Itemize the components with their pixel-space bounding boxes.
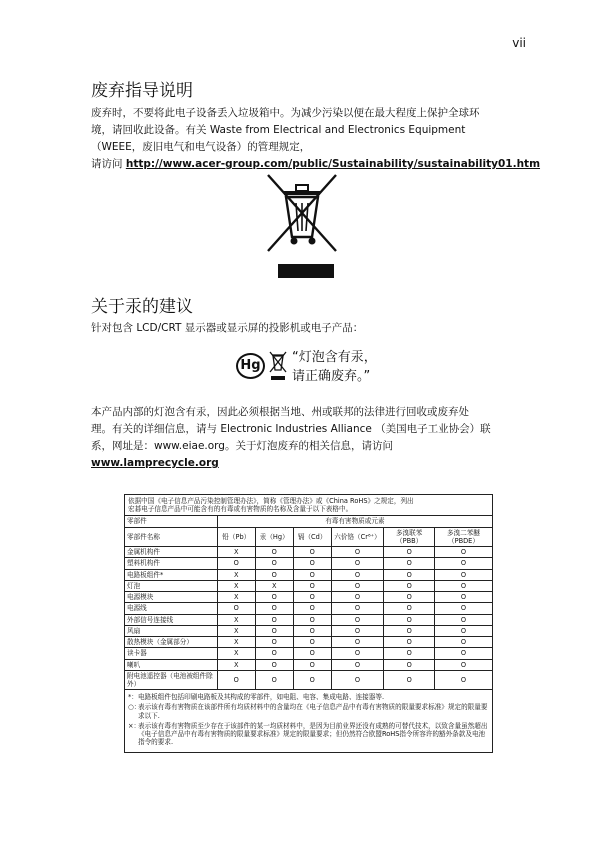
substance-value-cell: O xyxy=(255,659,293,670)
substance-value-cell: O xyxy=(293,547,331,558)
substance-header: 多溴联苯（PBB） xyxy=(384,527,435,546)
substance-value-cell: O xyxy=(384,637,435,648)
substance-value-cell: O xyxy=(255,569,293,580)
substance-value-cell: O xyxy=(293,625,331,636)
substance-value-cell: O xyxy=(331,625,384,636)
substance-value-cell: O xyxy=(293,670,331,689)
substance-value-cell: O xyxy=(255,603,293,614)
component-label: 零部件 xyxy=(125,516,218,527)
substance-value-cell: O xyxy=(255,637,293,648)
substance-value-cell: X xyxy=(217,547,255,558)
mercury-body xyxy=(91,404,521,472)
substance-header: 多溴二苯醚（PBDE） xyxy=(434,527,492,546)
substance-value-cell: O xyxy=(434,558,492,569)
substance-value-cell: O xyxy=(331,670,384,689)
table-row xyxy=(125,670,493,689)
substance-header: 六价铬（Cr⁶⁺） xyxy=(331,527,384,546)
weee-symbol xyxy=(264,171,340,279)
disposal-line-1: 废弃时，不要将此电子设备丢入垃圾箱中。为减少污染以便在最大程度上保护全球环 xyxy=(91,107,480,119)
page-number: vii xyxy=(512,36,526,50)
mercury-title: 关于汞的建议 xyxy=(91,297,193,317)
part-name-cell: 喇叭 xyxy=(125,659,218,670)
part-name-cell: 散热模块（金属部分） xyxy=(125,637,218,648)
substance-value-cell: O xyxy=(255,614,293,625)
substance-value-cell: O xyxy=(293,614,331,625)
substance-value-cell: O xyxy=(434,637,492,648)
substance-value-cell: O xyxy=(217,558,255,569)
substance-value-cell: O xyxy=(293,569,331,580)
part-name-label: 零部件名称 xyxy=(125,527,218,546)
substance-value-cell: X xyxy=(217,659,255,670)
table-row xyxy=(125,648,493,659)
hg-quote xyxy=(292,348,377,386)
table-row xyxy=(125,558,493,569)
part-name-cell: 电源线 xyxy=(125,603,218,614)
substance-value-cell: O xyxy=(293,659,331,670)
table-row xyxy=(125,603,493,614)
table-note xyxy=(128,693,489,701)
table-row xyxy=(125,547,493,558)
substance-value-cell: O xyxy=(331,558,384,569)
table-row xyxy=(125,614,493,625)
substance-value-cell: O xyxy=(331,648,384,659)
note-text: 电路板组件包括印刷电路板及其构成的零部件，如电阻、电容、集成电路、连接器等. xyxy=(138,693,385,702)
table-header-line-2: 宏碁电子信息产品中可能含有的有毒或有害物质的名称及含量于以下表格中。 xyxy=(128,505,353,514)
substance-value-cell: O xyxy=(384,558,435,569)
substance-value-cell: O xyxy=(384,580,435,591)
sustainability-link[interactable]: http://www.acer-group.com/public/Sustainability/sustainability01.htm xyxy=(125,158,541,170)
table-notes xyxy=(125,690,493,752)
substance-value-cell: O xyxy=(384,625,435,636)
hg-symbol-icon: Hg xyxy=(236,353,265,379)
part-name-cell: 外部信号连接线 xyxy=(125,614,218,625)
substance-value-cell: O xyxy=(384,670,435,689)
substance-value-cell: O xyxy=(434,603,492,614)
substance-value-cell: O xyxy=(255,625,293,636)
substance-header: 铅（Pb） xyxy=(217,527,255,546)
substance-value-cell: X xyxy=(217,648,255,659)
substance-value-cell: O xyxy=(217,670,255,689)
hg-quote-line-1: “灯泡含有汞， xyxy=(292,350,377,365)
substance-value-cell: X xyxy=(217,625,255,636)
mercury-line-2: 理。有关的详细信息，请与 Electronic Industries Alliance （美国电子工业协会）联 xyxy=(91,423,491,435)
small-crossed-bin-icon xyxy=(268,350,288,382)
substance-value-cell: O xyxy=(293,648,331,659)
part-name-cell: 塑料机构件 xyxy=(125,558,218,569)
substance-value-cell: X xyxy=(255,580,293,591)
crossed-bin-icon xyxy=(264,171,340,279)
substance-value-cell: O xyxy=(255,648,293,659)
substance-value-cell: O xyxy=(434,580,492,591)
substance-header: 汞（Hg） xyxy=(255,527,293,546)
substance-value-cell: O xyxy=(434,670,492,689)
table-note xyxy=(128,703,489,719)
table-row xyxy=(125,592,493,603)
substance-value-cell: O xyxy=(331,569,384,580)
disposal-title: 废弃指导说明 xyxy=(91,81,193,101)
substance-value-cell: O xyxy=(384,614,435,625)
substance-value-cell: X xyxy=(217,614,255,625)
substance-value-cell: O xyxy=(434,547,492,558)
table-row xyxy=(125,659,493,670)
note-mark: *： xyxy=(128,693,138,702)
lamprecycle-link[interactable]: www.lamprecycle.org xyxy=(91,457,219,469)
substance-value-cell: O xyxy=(331,580,384,591)
table-header-line-1: 依据中国《电子信息产品污染控制管理办法》，简称《管理办法》或《China RoHS》之规定，列出 xyxy=(128,497,414,505)
table-row xyxy=(125,569,493,580)
substance-value-cell: O xyxy=(255,670,293,689)
substance-value-cell: X xyxy=(217,637,255,648)
visit-prefix: 请访问 xyxy=(91,158,126,170)
substance-value-cell: O xyxy=(434,592,492,603)
substance-value-cell: O xyxy=(293,637,331,648)
substance-value-cell: O xyxy=(384,547,435,558)
substance-value-cell: O xyxy=(331,592,384,603)
substance-value-cell: O xyxy=(331,547,384,558)
part-name-cell: 灯泡 xyxy=(125,580,218,591)
mercury-line-3: 系，网址是：www.eiae.org。关于灯泡废弃的相关信息，请访问 xyxy=(91,440,393,452)
substance-value-cell: O xyxy=(384,659,435,670)
hg-warning xyxy=(236,348,386,386)
note-text: 表示该有毒有害物质在该部件所有均质材料中的含量均在《电子信息产品中有毒有害物质的限量要求标准》规定的限量要求以下. xyxy=(138,703,488,720)
part-name-cell: 电源模块 xyxy=(125,592,218,603)
part-name-cell: 风扇 xyxy=(125,625,218,636)
substance-value-cell: O xyxy=(293,603,331,614)
substance-value-cell: O xyxy=(255,547,293,558)
disposal-body xyxy=(91,105,541,173)
substance-value-cell: O xyxy=(434,625,492,636)
note-mark: ○： xyxy=(128,703,141,712)
table-row xyxy=(125,637,493,648)
substance-value-cell: O xyxy=(293,592,331,603)
substance-value-cell: O xyxy=(384,569,435,580)
substance-value-cell: O xyxy=(331,603,384,614)
substance-value-cell: X xyxy=(217,569,255,580)
substance-value-cell: O xyxy=(293,580,331,591)
disposal-line-3: （WEEE，废旧电气和电气设备）的管理规定， xyxy=(91,141,311,153)
table-note xyxy=(128,722,489,747)
substance-value-cell: O xyxy=(384,592,435,603)
substance-header: 镉（Cd） xyxy=(293,527,331,546)
substance-value-cell: O xyxy=(434,648,492,659)
substance-value-cell: X xyxy=(217,580,255,591)
substance-value-cell: O xyxy=(434,614,492,625)
table-body xyxy=(125,547,493,690)
substance-value-cell: O xyxy=(384,648,435,659)
substance-value-cell: O xyxy=(434,659,492,670)
part-name-cell: 金属机构件 xyxy=(125,547,218,558)
disposal-line-2: 境，请回收此设备。有关 Waste from Electrical and Electronics Equipment xyxy=(91,124,466,136)
substance-group-label: 有毒有害物质或元素 xyxy=(217,516,492,527)
substance-value-cell: O xyxy=(331,614,384,625)
substance-value-cell: O xyxy=(434,569,492,580)
mercury-line-1: 本产品内部的灯泡含有汞，因此必须根据当地、州或联邦的法律进行回收或废弃处 xyxy=(91,406,469,418)
table-header-note xyxy=(125,495,493,516)
substance-value-cell: X xyxy=(217,592,255,603)
part-name-cell: 电路板组件* xyxy=(125,569,218,580)
part-name-cell: 读卡器 xyxy=(125,648,218,659)
mercury-intro: 针对包含 LCD/CRT 显示器或显示屏的投影机或电子产品： xyxy=(91,322,364,334)
substance-value-cell: O xyxy=(217,603,255,614)
note-mark: ×： xyxy=(128,721,141,730)
substance-value-cell: O xyxy=(331,637,384,648)
substance-value-cell: O xyxy=(331,659,384,670)
part-name-cell: 附电池遥控器（电池被组件除外） xyxy=(125,670,218,689)
substance-value-cell: O xyxy=(384,603,435,614)
table-row xyxy=(125,625,493,636)
table-row xyxy=(125,580,493,591)
hg-quote-line-2: 请正确废弃。” xyxy=(292,369,371,384)
substance-value-cell: O xyxy=(255,558,293,569)
substance-value-cell: O xyxy=(293,558,331,569)
hazardous-substances-table xyxy=(124,494,493,753)
note-text: 表示该有毒有害物质至少存在于该部件的某一均质材料中，是因为目前业界还没有成熟的可替代技术，以致含量虽然超出《电子信息产品中有毒有害物质的限量要求标准》规定的限量要求；但仍然符合欧盟RoHS指令所容许的豁外条款及电池指令的要求. xyxy=(138,721,488,747)
substance-value-cell: O xyxy=(255,592,293,603)
